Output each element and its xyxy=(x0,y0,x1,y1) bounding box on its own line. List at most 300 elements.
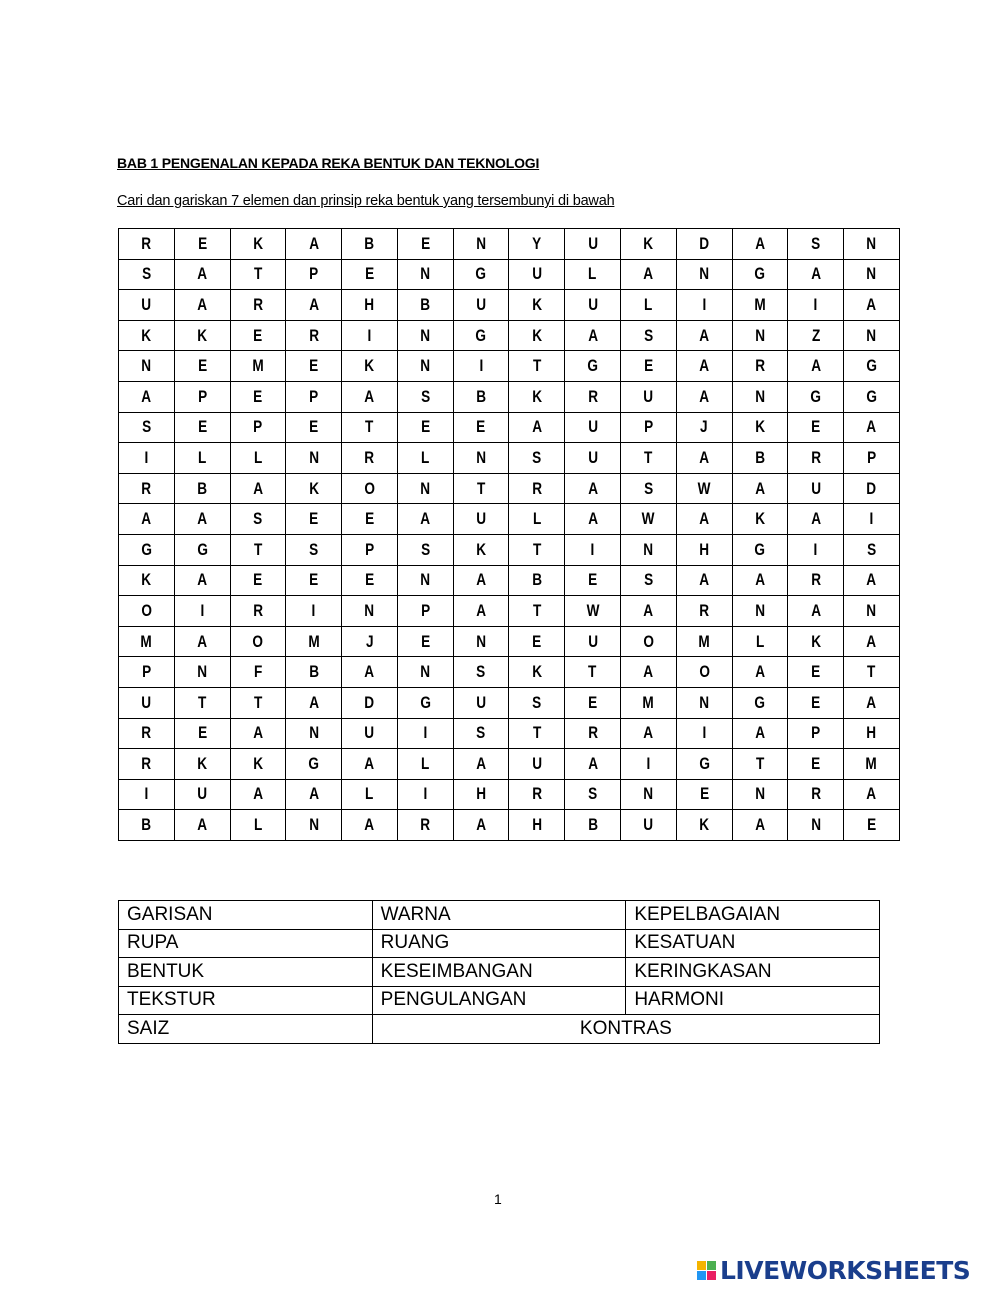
grid-cell[interactable] xyxy=(565,565,621,596)
grid-cell[interactable] xyxy=(565,290,621,321)
grid-cell[interactable] xyxy=(174,229,230,260)
grid-cell[interactable] xyxy=(509,259,565,290)
grid-cell[interactable] xyxy=(174,626,230,657)
grid-cell[interactable] xyxy=(397,596,453,627)
grid-cell[interactable] xyxy=(397,351,453,382)
grid-cell[interactable] xyxy=(509,718,565,749)
grid-letter: A xyxy=(755,233,765,253)
grid-cell[interactable] xyxy=(676,229,732,260)
grid-cell[interactable] xyxy=(286,351,342,382)
grid-cell[interactable] xyxy=(397,657,453,688)
grid-cell[interactable] xyxy=(565,229,621,260)
grid-cell[interactable] xyxy=(119,351,175,382)
grid-cell[interactable] xyxy=(342,320,398,351)
grid-cell[interactable] xyxy=(621,473,677,504)
grid-cell[interactable] xyxy=(509,320,565,351)
grid-cell[interactable] xyxy=(174,749,230,780)
grid-cell[interactable] xyxy=(509,473,565,504)
grid-cell[interactable] xyxy=(676,443,732,474)
grid-cell[interactable] xyxy=(174,351,230,382)
grid-cell[interactable] xyxy=(119,320,175,351)
grid-cell[interactable] xyxy=(509,779,565,810)
grid-cell[interactable] xyxy=(509,687,565,718)
grid-letter: K xyxy=(810,631,821,651)
grid-cell[interactable] xyxy=(621,810,677,841)
grid-cell[interactable] xyxy=(230,534,286,565)
grid-cell[interactable] xyxy=(453,320,509,351)
grid-cell[interactable] xyxy=(621,565,677,596)
grid-cell[interactable] xyxy=(621,687,677,718)
grid-cell[interactable] xyxy=(676,473,732,504)
word-list-item: KERINGKASAN xyxy=(626,958,880,987)
grid-cell[interactable] xyxy=(621,381,677,412)
grid-cell[interactable] xyxy=(286,381,342,412)
grid-cell[interactable] xyxy=(453,290,509,321)
grid-cell[interactable] xyxy=(565,779,621,810)
grid-cell[interactable] xyxy=(119,443,175,474)
grid-cell[interactable] xyxy=(844,473,900,504)
grid-cell[interactable] xyxy=(676,749,732,780)
grid-cell[interactable] xyxy=(342,779,398,810)
grid-cell[interactable] xyxy=(788,596,844,627)
grid-cell[interactable] xyxy=(230,779,286,810)
grid-cell[interactable] xyxy=(565,473,621,504)
grid-cell[interactable] xyxy=(509,443,565,474)
grid-cell[interactable] xyxy=(509,351,565,382)
grid-cell[interactable] xyxy=(565,596,621,627)
grid-cell[interactable] xyxy=(230,626,286,657)
grid-cell[interactable] xyxy=(621,657,677,688)
grid-cell[interactable] xyxy=(844,290,900,321)
grid-cell[interactable] xyxy=(453,504,509,535)
grid-cell[interactable] xyxy=(453,657,509,688)
grid-cell[interactable] xyxy=(621,229,677,260)
grid-cell[interactable] xyxy=(844,718,900,749)
grid-cell[interactable] xyxy=(174,565,230,596)
grid-cell[interactable] xyxy=(397,259,453,290)
grid-cell[interactable] xyxy=(509,749,565,780)
grid-cell[interactable] xyxy=(788,565,844,596)
grid-cell[interactable] xyxy=(230,443,286,474)
grid-cell[interactable] xyxy=(119,412,175,443)
grid-cell[interactable] xyxy=(676,534,732,565)
grid-cell[interactable] xyxy=(342,351,398,382)
grid-cell[interactable] xyxy=(565,810,621,841)
grid-cell[interactable] xyxy=(174,596,230,627)
grid-cell[interactable] xyxy=(397,412,453,443)
grid-cell[interactable] xyxy=(732,412,788,443)
grid-cell[interactable] xyxy=(509,657,565,688)
grid-cell[interactable] xyxy=(621,290,677,321)
grid-cell[interactable] xyxy=(342,657,398,688)
grid-cell[interactable] xyxy=(676,596,732,627)
grid-cell[interactable] xyxy=(788,381,844,412)
grid-cell[interactable] xyxy=(788,351,844,382)
grid-cell[interactable] xyxy=(453,351,509,382)
grid-cell[interactable] xyxy=(119,749,175,780)
grid-cell[interactable] xyxy=(453,381,509,412)
grid-cell[interactable] xyxy=(732,320,788,351)
grid-cell[interactable] xyxy=(174,412,230,443)
grid-cell[interactable] xyxy=(286,779,342,810)
grid-cell[interactable] xyxy=(342,687,398,718)
grid-cell[interactable] xyxy=(509,229,565,260)
grid-cell[interactable] xyxy=(509,504,565,535)
grid-cell[interactable] xyxy=(397,290,453,321)
grid-cell[interactable] xyxy=(732,229,788,260)
grid-cell[interactable] xyxy=(509,626,565,657)
grid-cell[interactable] xyxy=(286,504,342,535)
grid-cell[interactable] xyxy=(453,534,509,565)
grid-cell[interactable] xyxy=(286,749,342,780)
grid-cell[interactable] xyxy=(397,473,453,504)
grid-cell[interactable] xyxy=(230,381,286,412)
grid-cell[interactable] xyxy=(509,412,565,443)
grid-cell[interactable] xyxy=(565,351,621,382)
grid-cell[interactable] xyxy=(230,687,286,718)
grid-cell[interactable] xyxy=(342,534,398,565)
grid-cell[interactable] xyxy=(509,810,565,841)
grid-cell[interactable] xyxy=(397,626,453,657)
grid-cell[interactable] xyxy=(286,810,342,841)
grid-cell[interactable] xyxy=(230,351,286,382)
grid-cell[interactable] xyxy=(676,779,732,810)
grid-cell[interactable] xyxy=(342,810,398,841)
grid-cell[interactable] xyxy=(621,626,677,657)
grid-cell[interactable] xyxy=(453,229,509,260)
grid-letter: R xyxy=(308,325,319,345)
grid-cell[interactable] xyxy=(732,259,788,290)
grid-cell[interactable] xyxy=(342,596,398,627)
grid-cell[interactable] xyxy=(732,810,788,841)
grid-cell[interactable] xyxy=(453,779,509,810)
grid-cell[interactable] xyxy=(286,229,342,260)
grid-cell[interactable] xyxy=(342,749,398,780)
grid-cell[interactable] xyxy=(453,473,509,504)
grid-cell[interactable] xyxy=(397,810,453,841)
grid-cell[interactable] xyxy=(732,718,788,749)
grid-cell[interactable] xyxy=(621,534,677,565)
grid-cell[interactable] xyxy=(732,473,788,504)
grid-cell[interactable] xyxy=(230,504,286,535)
grid-cell[interactable] xyxy=(453,412,509,443)
grid-cell[interactable] xyxy=(174,687,230,718)
grid-cell[interactable] xyxy=(286,443,342,474)
grid-cell[interactable] xyxy=(230,473,286,504)
grid-cell[interactable] xyxy=(286,626,342,657)
grid-cell[interactable] xyxy=(565,626,621,657)
grid-cell[interactable] xyxy=(565,534,621,565)
grid-cell[interactable] xyxy=(230,229,286,260)
grid-cell[interactable] xyxy=(844,504,900,535)
grid-cell[interactable] xyxy=(621,596,677,627)
grid-row xyxy=(119,229,900,260)
grid-cell[interactable] xyxy=(342,259,398,290)
grid-cell[interactable] xyxy=(453,443,509,474)
grid-cell[interactable] xyxy=(844,259,900,290)
grid-cell[interactable] xyxy=(230,596,286,627)
grid-letter: K xyxy=(308,478,319,498)
grid-cell[interactable] xyxy=(174,657,230,688)
grid-cell[interactable] xyxy=(565,504,621,535)
grid-cell[interactable] xyxy=(509,596,565,627)
grid-cell[interactable] xyxy=(844,534,900,565)
grid-cell[interactable] xyxy=(676,290,732,321)
grid-cell[interactable] xyxy=(732,749,788,780)
grid-cell[interactable] xyxy=(732,779,788,810)
grid-cell[interactable] xyxy=(342,443,398,474)
grid-cell[interactable] xyxy=(174,443,230,474)
grid-cell[interactable] xyxy=(119,473,175,504)
grid-cell[interactable] xyxy=(732,381,788,412)
grid-cell[interactable] xyxy=(286,259,342,290)
logo-square-pink xyxy=(707,1271,716,1280)
grid-cell[interactable] xyxy=(732,596,788,627)
grid-cell[interactable] xyxy=(676,504,732,535)
grid-cell[interactable] xyxy=(119,381,175,412)
grid-cell[interactable] xyxy=(621,443,677,474)
grid-cell[interactable] xyxy=(788,810,844,841)
grid-cell[interactable] xyxy=(732,657,788,688)
grid-cell[interactable] xyxy=(286,657,342,688)
grid-cell[interactable] xyxy=(732,443,788,474)
grid-cell[interactable] xyxy=(342,290,398,321)
grid-cell[interactable] xyxy=(397,229,453,260)
grid-cell[interactable] xyxy=(565,749,621,780)
grid-letter: P xyxy=(197,386,207,406)
grid-cell[interactable] xyxy=(286,534,342,565)
grid-cell[interactable] xyxy=(342,473,398,504)
grid-cell[interactable] xyxy=(676,412,732,443)
grid-cell[interactable] xyxy=(453,626,509,657)
grid-cell[interactable] xyxy=(119,810,175,841)
grid-cell[interactable] xyxy=(286,473,342,504)
grid-cell[interactable] xyxy=(286,412,342,443)
grid-cell[interactable] xyxy=(453,749,509,780)
grid-cell[interactable] xyxy=(844,351,900,382)
grid-cell[interactable] xyxy=(621,504,677,535)
grid-cell[interactable] xyxy=(732,626,788,657)
grid-cell[interactable] xyxy=(286,290,342,321)
grid-cell[interactable] xyxy=(621,779,677,810)
grid-cell[interactable] xyxy=(453,810,509,841)
grid-cell[interactable] xyxy=(621,320,677,351)
grid-cell[interactable] xyxy=(230,290,286,321)
grid-cell[interactable] xyxy=(174,259,230,290)
grid-cell[interactable] xyxy=(397,504,453,535)
grid-cell[interactable] xyxy=(286,565,342,596)
grid-cell[interactable] xyxy=(174,718,230,749)
grid-cell[interactable] xyxy=(342,504,398,535)
grid-cell[interactable] xyxy=(397,779,453,810)
grid-cell[interactable] xyxy=(621,259,677,290)
grid-cell[interactable] xyxy=(174,504,230,535)
grid-cell[interactable] xyxy=(844,626,900,657)
grid-letter: K xyxy=(755,509,765,529)
grid-letter: A xyxy=(699,509,710,529)
grid-cell[interactable] xyxy=(565,412,621,443)
grid-cell[interactable] xyxy=(788,259,844,290)
grid-cell[interactable] xyxy=(230,749,286,780)
grid-letter: A xyxy=(587,325,598,345)
grid-cell[interactable] xyxy=(788,657,844,688)
grid-cell[interactable] xyxy=(453,259,509,290)
grid-letter: S xyxy=(867,539,877,559)
grid-cell[interactable] xyxy=(788,779,844,810)
grid-cell[interactable] xyxy=(230,320,286,351)
grid-cell[interactable] xyxy=(230,810,286,841)
grid-cell[interactable] xyxy=(676,320,732,351)
grid-cell[interactable] xyxy=(453,718,509,749)
grid-letter: I xyxy=(144,784,149,804)
grid-cell[interactable] xyxy=(565,259,621,290)
grid-cell[interactable] xyxy=(119,626,175,657)
grid-cell[interactable] xyxy=(509,565,565,596)
grid-cell[interactable] xyxy=(844,779,900,810)
grid-cell[interactable] xyxy=(230,718,286,749)
grid-cell[interactable] xyxy=(676,381,732,412)
grid-cell[interactable] xyxy=(676,718,732,749)
grid-cell[interactable] xyxy=(342,626,398,657)
grid-cell[interactable] xyxy=(788,290,844,321)
grid-cell[interactable] xyxy=(230,412,286,443)
grid-cell[interactable] xyxy=(844,320,900,351)
grid-cell[interactable] xyxy=(174,534,230,565)
grid-cell[interactable] xyxy=(119,657,175,688)
grid-cell[interactable] xyxy=(119,596,175,627)
grid-cell[interactable] xyxy=(676,259,732,290)
grid-cell[interactable] xyxy=(676,657,732,688)
grid-cell[interactable] xyxy=(119,504,175,535)
grid-cell[interactable] xyxy=(397,534,453,565)
grid-cell[interactable] xyxy=(844,412,900,443)
grid-cell[interactable] xyxy=(565,320,621,351)
grid-cell[interactable] xyxy=(119,718,175,749)
grid-cell[interactable] xyxy=(565,687,621,718)
grid-letter: P xyxy=(309,386,319,406)
grid-cell[interactable] xyxy=(230,259,286,290)
grid-cell[interactable] xyxy=(286,718,342,749)
grid-cell[interactable] xyxy=(844,687,900,718)
grid-cell[interactable] xyxy=(286,687,342,718)
grid-cell[interactable] xyxy=(119,534,175,565)
grid-cell[interactable] xyxy=(621,351,677,382)
grid-cell[interactable] xyxy=(844,565,900,596)
grid-cell[interactable] xyxy=(844,596,900,627)
grid-cell[interactable] xyxy=(844,749,900,780)
grid-cell[interactable] xyxy=(565,443,621,474)
grid-cell[interactable] xyxy=(788,626,844,657)
grid-cell[interactable] xyxy=(844,657,900,688)
grid-cell[interactable] xyxy=(788,504,844,535)
grid-cell[interactable] xyxy=(174,779,230,810)
grid-cell[interactable] xyxy=(453,687,509,718)
grid-cell[interactable] xyxy=(621,749,677,780)
grid-cell[interactable] xyxy=(397,718,453,749)
grid-cell[interactable] xyxy=(676,565,732,596)
grid-cell[interactable] xyxy=(453,565,509,596)
grid-cell[interactable] xyxy=(732,290,788,321)
grid-cell[interactable] xyxy=(732,351,788,382)
grid-cell[interactable] xyxy=(509,534,565,565)
grid-cell[interactable] xyxy=(397,687,453,718)
grid-cell[interactable] xyxy=(119,779,175,810)
grid-cell[interactable] xyxy=(509,381,565,412)
grid-cell[interactable] xyxy=(286,320,342,351)
grid-cell[interactable] xyxy=(453,596,509,627)
grid-cell[interactable] xyxy=(565,718,621,749)
grid-cell[interactable] xyxy=(286,596,342,627)
grid-cell[interactable] xyxy=(788,687,844,718)
grid-cell[interactable] xyxy=(119,290,175,321)
grid-cell[interactable] xyxy=(788,443,844,474)
grid-cell[interactable] xyxy=(119,687,175,718)
grid-cell[interactable] xyxy=(397,749,453,780)
grid-cell[interactable] xyxy=(788,718,844,749)
grid-cell[interactable] xyxy=(844,229,900,260)
grid-cell[interactable] xyxy=(342,565,398,596)
grid-cell[interactable] xyxy=(788,473,844,504)
grid-cell[interactable] xyxy=(788,749,844,780)
grid-letter: B xyxy=(308,662,319,682)
grid-cell[interactable] xyxy=(230,657,286,688)
grid-cell[interactable] xyxy=(676,810,732,841)
grid-cell[interactable] xyxy=(565,381,621,412)
grid-cell[interactable] xyxy=(174,810,230,841)
grid-cell[interactable] xyxy=(397,381,453,412)
grid-cell[interactable] xyxy=(397,443,453,474)
grid-letter: N xyxy=(643,784,654,804)
grid-cell[interactable] xyxy=(788,229,844,260)
grid-cell[interactable] xyxy=(732,687,788,718)
grid-cell[interactable] xyxy=(397,320,453,351)
grid-cell[interactable] xyxy=(621,412,677,443)
grid-cell[interactable] xyxy=(174,381,230,412)
grid-cell[interactable] xyxy=(397,565,453,596)
grid-cell[interactable] xyxy=(174,320,230,351)
grid-cell[interactable] xyxy=(119,565,175,596)
grid-cell[interactable] xyxy=(676,687,732,718)
grid-cell[interactable] xyxy=(788,412,844,443)
grid-cell[interactable] xyxy=(509,290,565,321)
grid-cell[interactable] xyxy=(342,229,398,260)
grid-cell[interactable] xyxy=(676,351,732,382)
grid-cell[interactable] xyxy=(565,657,621,688)
grid-cell[interactable] xyxy=(230,565,286,596)
grid-cell[interactable] xyxy=(732,504,788,535)
grid-cell[interactable] xyxy=(788,320,844,351)
grid-cell[interactable] xyxy=(174,473,230,504)
grid-cell[interactable] xyxy=(844,381,900,412)
grid-cell[interactable] xyxy=(342,381,398,412)
grid-cell[interactable] xyxy=(676,626,732,657)
grid-cell[interactable] xyxy=(844,443,900,474)
grid-cell[interactable] xyxy=(844,810,900,841)
grid-cell[interactable] xyxy=(621,718,677,749)
grid-letter: K xyxy=(755,417,765,437)
grid-cell[interactable] xyxy=(119,229,175,260)
grid-letter: A xyxy=(587,478,598,498)
grid-cell[interactable] xyxy=(342,412,398,443)
grid-cell[interactable] xyxy=(732,565,788,596)
grid-cell[interactable] xyxy=(174,290,230,321)
grid-letter: R xyxy=(141,233,152,253)
grid-cell[interactable] xyxy=(119,259,175,290)
grid-cell[interactable] xyxy=(788,534,844,565)
grid-cell[interactable] xyxy=(342,718,398,749)
grid-cell[interactable] xyxy=(732,534,788,565)
grid-letter: M xyxy=(140,631,153,651)
